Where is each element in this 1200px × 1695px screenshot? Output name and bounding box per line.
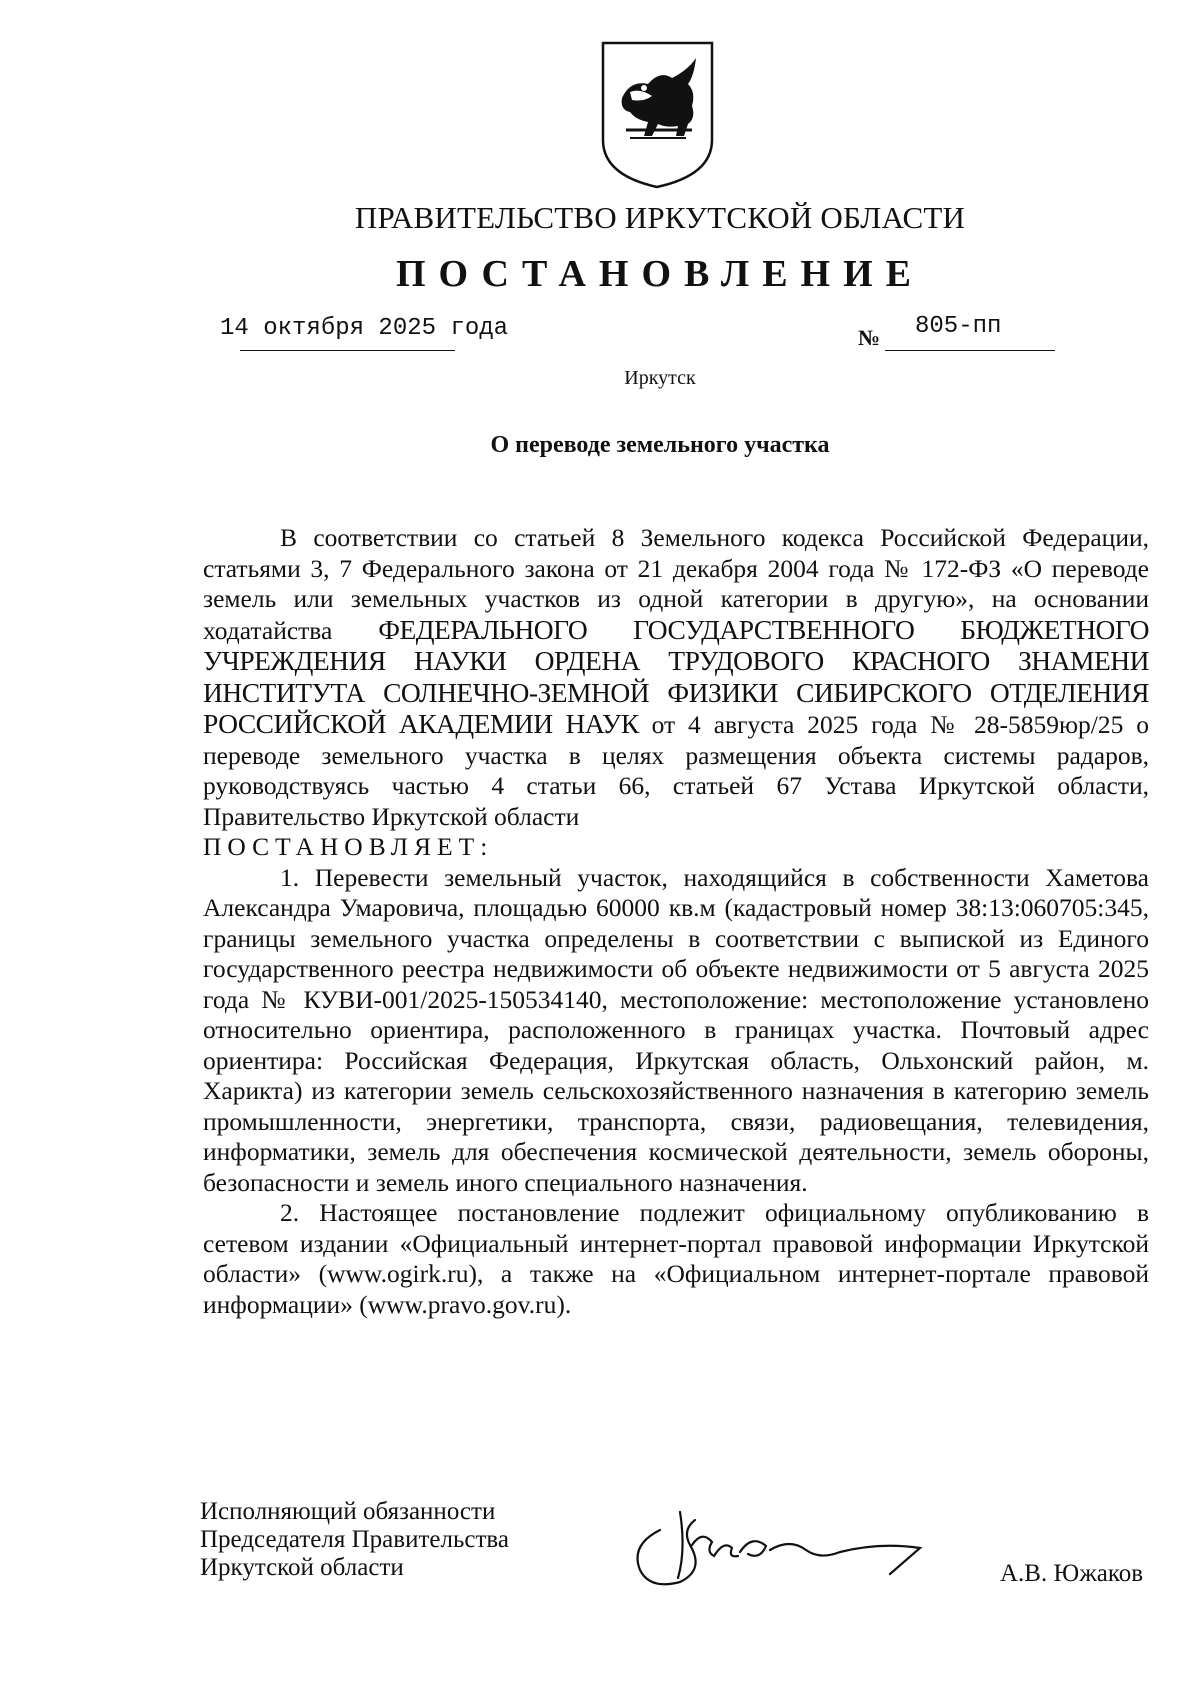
preamble-part2: от 4 августа 2025 года № 28-5859юр/25 о переводе земельного участка в целях размещения объекта системы радаров, руководствуясь частью 4 статьи 66, статьей 67 Устава Иркутской области, Правительство Иркутской области [203,710,1149,831]
signature-icon [620,1490,960,1600]
document-type: ПОСТАНОВЛЕНИЕ [395,253,925,295]
number-sign: № [858,325,881,350]
signer-position-line-2: Председателя Правительства [200,1526,509,1553]
coat-of-arms-icon [600,40,715,190]
document-body [203,523,1149,1320]
document-number: 805-пп [915,313,1002,340]
government-title: ПРАВИТЕЛЬСТВО ИРКУТСКОЙ ОБЛАСТИ [354,200,966,235]
item-1: 1. Перевести земельный участок, находящийся в собственности Хаметова Александра Умаровича, площадью 60000 кв.м (кадастровый номер 38:13:060705:345, границы земельного участка определены в соответствии с выпиской из Единого государственного реестра недвижимости об объекте недвижимости от 5 августа 2025 года № КУВИ-001/2025-150534140, местоположение: местоположение установлено относительно ориентира, расположенного в границах участка. Почтовый адрес ориентира: Российская Федерация, Иркутская область, Ольхонский район, м. Харикта) из категории земель сельскохозяйственного назначения в категорию земель промышленности, энергетики, транспорта, связи, радиовещания, телевидения, информатики, земель для обеспечения космической деятельности, земель обороны, безопасности и земель иного специального назначения. [203,862,1149,1197]
signer-position-line-1: Исполняющий обязанности [200,1498,496,1525]
preamble-organization: ФЕДЕРАЛЬНОГО ГОСУДАРСТВЕННОГО БЮДЖЕТНОГО УЧРЕЖДЕНИЯ НАУКИ ОРДЕНА ТРУДОВОГО КРАСНОГО ЗНАМЕНИ ИНСТИТУТА СОЛНЕЧНО-ЗЕМНОЙ ФИЗИКИ СИБИРСКОГО ОТДЕЛЕНИЯ РОССИЙСКОЙ АКАДЕМИИ НАУК [203,613,1149,739]
document-subject: О переводе земельного участка [490,432,830,458]
city-name: Иркутск [624,367,696,389]
preamble [203,523,1149,832]
signer-position [200,1498,509,1582]
signer-name: А.В. Южаков [1000,1560,1144,1587]
document-date: 14 октября 2025 года [220,315,509,342]
signer-position-line-3: Иркутской области [200,1554,404,1581]
decree-word: ПОСТАНОВЛЯЕТ: [203,832,494,861]
preamble-part1: В соответствии со статьей 8 Земельного кодекса Российской Федерации, статьями 3, 7 Федерального закона от 21 декабря 2004 года № 172-ФЗ «О переводе земель или земельных участков из одной категории в другую», на основании ходатайства [203,523,1149,645]
date-underline [240,350,455,351]
item-2: 2. Настоящее постановление подлежит официальному опубликованию в сетевом издании «Официальный интернет-портал правовой информации Иркутской области» (www.ogirk.ru), а также на «Официальном интернет-портале правовой информации» (www.pravo.gov.ru). [203,1198,1149,1319]
number-underline [885,350,1055,351]
